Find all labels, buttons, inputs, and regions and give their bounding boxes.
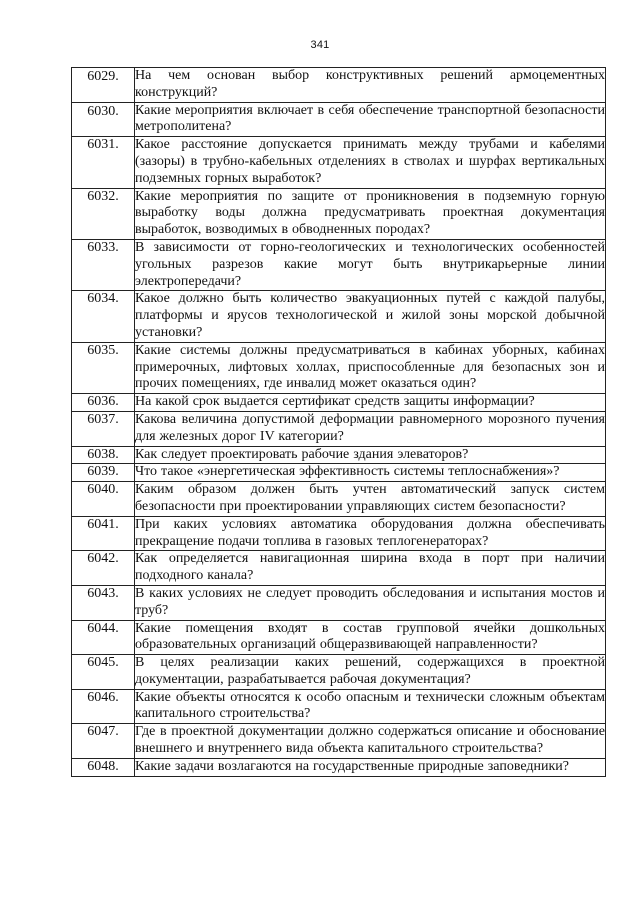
question-number: 6044. [72,620,135,655]
question-number: 6046. [72,689,135,724]
table-row [72,551,606,586]
table-row [72,724,606,759]
table-row [72,394,606,412]
question-text: Каким образом должен быть учтен автоматический запуск систем безопасности при проектировании управляющих систем безопасности? [135,482,606,517]
question-number: 6036. [72,394,135,412]
table-row [72,446,606,464]
question-text: Что такое «энергетическая эффективность системы теплоснабжения»? [135,464,606,482]
table-row [72,585,606,620]
question-number: 6034. [72,291,135,342]
table-row [72,411,606,446]
question-number: 6039. [72,464,135,482]
question-number: 6041. [72,516,135,551]
table-row [72,137,606,188]
question-text: На какой срок выдается сертификат средств защиты информации? [135,394,606,412]
question-number: 6032. [72,188,135,239]
question-number: 6033. [72,239,135,290]
question-number: 6037. [72,411,135,446]
questions-table [71,67,606,777]
question-text: Как следует проектировать рабочие здания элеваторов? [135,446,606,464]
table-row [72,188,606,239]
table-row [72,102,606,137]
question-text: Какое расстояние допускается принимать между трубами и кабелями (зазоры) в трубно-кабельных отделениях в стволах и шурфах вертикальных подземных горных выработок? [135,137,606,188]
question-number: 6029. [72,68,135,103]
question-text: Какое должно быть количество эвакуационных путей с каждой палубы, платформы и ярусов технологической и жилой зоны морской добычной установки? [135,291,606,342]
question-number: 6031. [72,137,135,188]
question-text: Какие задачи возлагаются на государственные природные заповедники? [135,758,606,776]
question-text: Какова величина допустимой деформации равномерного морозного пучения для железных дорог IV категории? [135,411,606,446]
question-text: При каких условиях автоматика оборудования должна обеспечивать прекращение подачи топлива в газовых теплогенераторах? [135,516,606,551]
question-number: 6035. [72,342,135,393]
question-text: Где в проектной документации должно содержаться описание и обоснование внешнего и внутреннего вида объекта капитального строительства? [135,724,606,759]
table-row [72,689,606,724]
table-row [72,291,606,342]
question-text: В зависимости от горно-геологических и технологических особенностей угольных разрезов какие могут быть внутрикарьерные линии электропередачи? [135,239,606,290]
table-row [72,464,606,482]
question-number: 6040. [72,482,135,517]
table-row [72,68,606,103]
question-text: В целях реализации каких решений, содержащихся в проектной документации, разрабатывается рабочая документация? [135,655,606,690]
question-text: Какие мероприятия включает в себя обеспечение транспортной безопасности метрополитена? [135,102,606,137]
question-text: Как определяется навигационная ширина входа в порт при наличии подходного канала? [135,551,606,586]
table-row [72,758,606,776]
page-number: 341 [310,39,330,51]
question-number: 6042. [72,551,135,586]
question-text: Какие помещения входят в состав групповой ячейки дошкольных образовательных организаций общеразвивающей направленности? [135,620,606,655]
question-number: 6038. [72,446,135,464]
question-text: На чем основан выбор конструктивных решений армоцементных конструкций? [135,68,606,103]
table-row [72,482,606,517]
question-number: 6048. [72,758,135,776]
question-number: 6043. [72,585,135,620]
question-number: 6047. [72,724,135,759]
table-row [72,342,606,393]
table-row [72,655,606,690]
question-number: 6045. [72,655,135,690]
table-row [72,516,606,551]
question-text: Какие объекты относятся к особо опасным и технически сложным объектам капитального строительства? [135,689,606,724]
question-text: Какие системы должны предусматриваться в кабинах уборных, кабинах примерочных, лифтовых холлах, приспособленные для безопасных зон и прочих помещениях, где инвалид может оказаться один? [135,342,606,393]
question-number: 6030. [72,102,135,137]
question-text: В каких условиях не следует проводить обследования и испытания мостов и труб? [135,585,606,620]
table-row [72,239,606,290]
table-row [72,620,606,655]
question-text: Какие мероприятия по защите от проникновения в подземную горную выработку воды должна предусматривать проектная документация выработок, возводимых в обводненных породах? [135,188,606,239]
